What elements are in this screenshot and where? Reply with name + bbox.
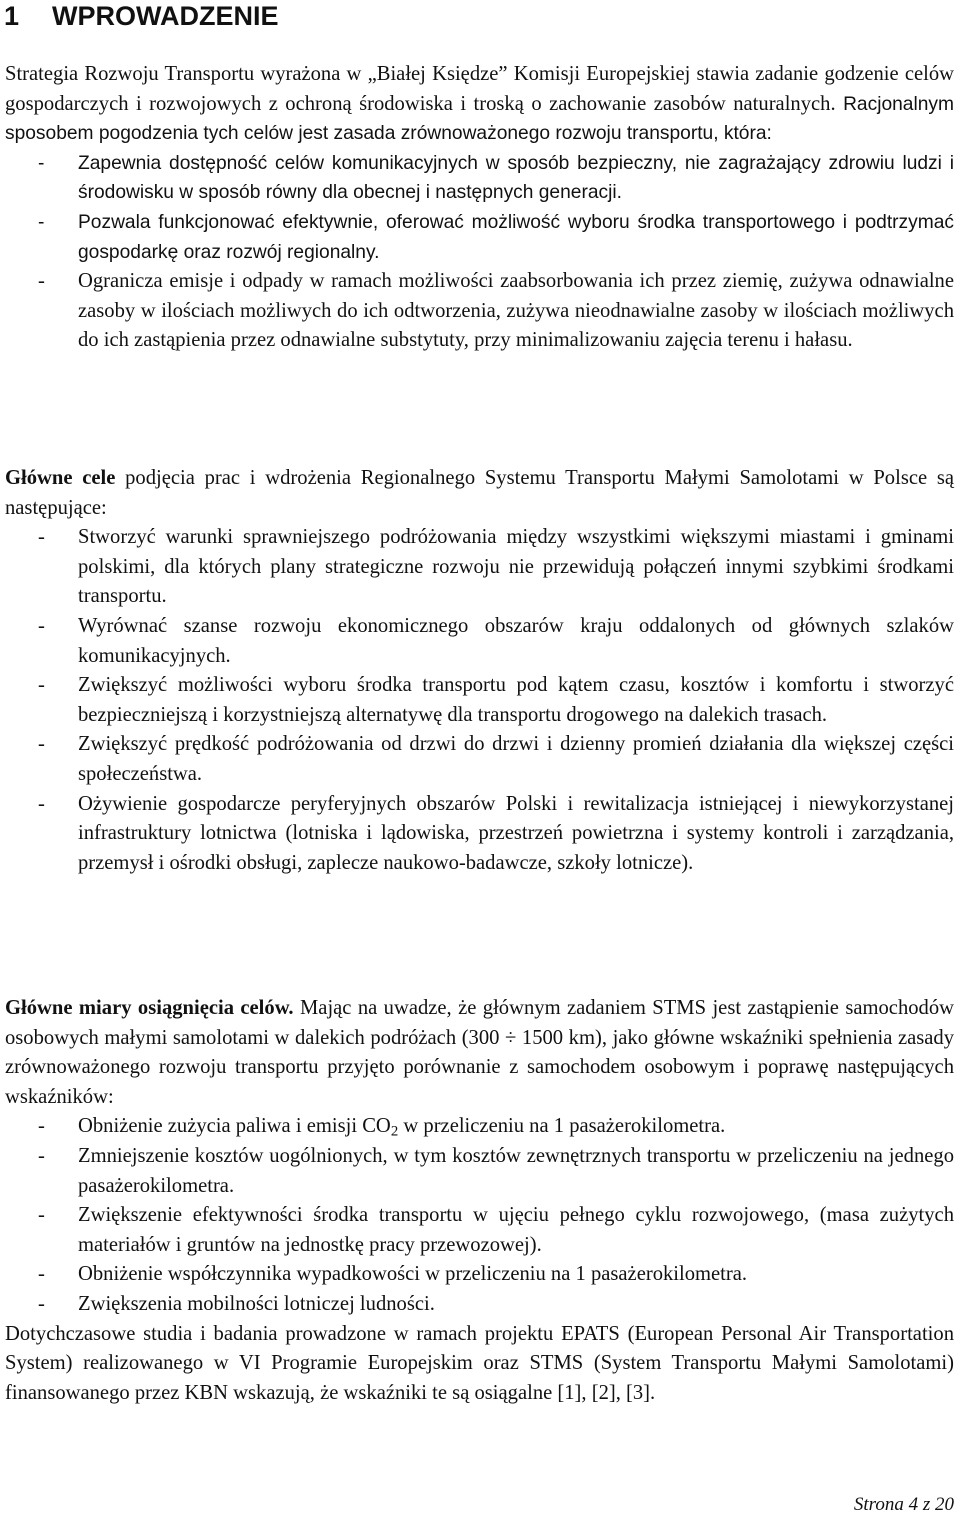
list-item (5, 1260, 954, 1290)
list-item-text: Zwiększenia mobilności lotniczej ludności. (78, 1292, 435, 1315)
list-dash: - (38, 1115, 45, 1138)
footer-label: Strona (853, 1494, 904, 1515)
list-item-text-tail: w przeliczeniu na 1 pasażerokilometra. (398, 1115, 726, 1138)
section-title: WPROWADZENIE (52, 1, 279, 31)
intro-sans-text: Racjonalnym sposobem pogodzenia tych celów jest zasada zrównoważonego rozwoju transportu, która: (5, 93, 954, 145)
list-dash: - (38, 733, 45, 756)
goals-list (5, 523, 954, 878)
list-item (5, 1201, 954, 1260)
goals-intro-text: podjęcia prac i wdrożenia Regionalnego Systemu Transportu Małymi Samolotami w Polsce są następujące: (5, 467, 955, 519)
list-dash: - (38, 1263, 45, 1286)
measures-paragraph (5, 994, 954, 1112)
list-item-text: Wyrównać szanse rozwoju ekonomicznego obszarów kraju oddalonych od głównych szlaków komunikacyjnych. (78, 614, 954, 667)
list-dash: - (38, 1144, 45, 1167)
goals-paragraph (5, 464, 954, 523)
list-dash: - (38, 614, 45, 637)
list-item (5, 1290, 954, 1320)
page-separator: z (922, 1494, 931, 1515)
section-heading (4, 0, 279, 32)
list-dash: - (38, 1204, 45, 1227)
list-item-text: Pozwala funkcjonować efektywnie, oferować możliwość wyboru środka transportowego i podtrzymać gospodarkę oraz rozwój regionalny. (78, 211, 954, 263)
goals-heading: Główne cele (5, 467, 116, 489)
list-item-text: Obniżenie współczynnika wypadkowości w przeliczeniu na 1 pasażerokilometra. (78, 1263, 748, 1286)
list-item-text: Ożywienie gospodarcze peryferyjnych obszarów Polski i rewitalizacja istniejącej i niewykorzystanej infrastruktury lotnictwa (lotniska i lądowiska, przestrzeń powietrzna i systemy kontroli i zarządzania, przemysł i ośrodki obsługi, zaplecze naukowo-badawcze, szkoły lotnicze). (78, 792, 954, 874)
list-dash: - (38, 211, 45, 233)
list-item-text: Stworzyć warunki sprawniejszego podróżowania między wszystkimi większymi miastami i gminami polskimi, dla których plany strategiczne rozwoju nie przewidują połączeń innymi szybkimi środkami transportu. (78, 526, 954, 608)
list-item (5, 1142, 954, 1201)
total-pages: 20 (935, 1494, 954, 1515)
list-dash: - (38, 674, 45, 697)
list-dash: - (38, 152, 45, 174)
measures-list (5, 1112, 954, 1319)
measures-heading: Główne miary osiągnięcia celów. (5, 997, 294, 1019)
list-item (5, 730, 954, 789)
list-item-text: Obniżenie zużycia paliwa i emisji CO (78, 1115, 391, 1138)
list-item-text: Zapewnia dostępność celów komunikacyjnych w sposób bezpieczny, nie zagrażający zdrowiu ludzi i środowisku w sposób równy dla obecnej i następnych generacji. (78, 152, 954, 204)
page-footer (854, 1494, 954, 1516)
list-item-text: Zwiększyć możliwości wyboru środka transportu pod kątem czasu, kosztów i komfortu i stworzyć bezpieczniejszą i korzystniejszą alternatywę dla transportu drogowego na dalekich trasach. (78, 674, 954, 726)
intro-list (5, 149, 954, 356)
current-page: 4 (908, 1494, 919, 1515)
list-item (5, 790, 954, 879)
subscript-two: 2 (390, 1124, 399, 1141)
list-item (5, 612, 954, 671)
list-item-text: Zwiększyć prędkość podróżowania od drzwi do drzwi i dzienny promień działania dla większej części społeczeństwa. (78, 733, 954, 785)
list-dash: - (38, 792, 45, 815)
list-dash: - (38, 1292, 45, 1315)
section-number: 1 (4, 1, 20, 31)
list-item (5, 267, 954, 356)
list-item (5, 208, 954, 267)
measures-intro-text: Mając na uwadze, że głównym zadaniem STMS jest zastąpienie samochodów osobowych małymi samolotami w dalekich podróżach (300 ÷ 1500 km), jako główne wskaźniki spełnienia zasady zrównoważonego rozwoju transportu przyjęto porównanie z samochodem osobowym i poprawę następujących wskaźników: (5, 997, 954, 1108)
list-item (5, 671, 954, 730)
list-item (5, 149, 954, 208)
list-item (5, 1112, 954, 1142)
list-item-text: Zwiększenie efektywności środka transportu w ujęciu pełnego cyklu rozwojowego, (masa zużytych materiałów i gruntów na jednostkę pracy przewozowej). (78, 1204, 954, 1256)
intro-block (5, 60, 954, 356)
intro-serif-text: Strategia Rozwoju Transportu wyrażona w „Białej Księdze” Komisji Europejskiej stawia zadanie godzenie celów gospodarczych i rozwojowych z ochroną środowiska i troską o zachowanie zasobów naturalnych. (5, 63, 954, 115)
list-item (5, 523, 954, 612)
measures-block (5, 994, 954, 1408)
list-item-text: Zmniejszenie kosztów uogólnionych, w tym kosztów zewnętrznych transportu w przeliczeniu na jednego pasażerokilometra. (78, 1144, 954, 1197)
intro-paragraph (5, 60, 954, 149)
list-item-text: Ogranicza emisje i odpady w ramach możliwości zaabsorbowania ich przez ziemię, zużywa odnawialne zasoby w ilościach możliwych do ich odtworzenia, zużywa nieodnawialne zasoby w ilościach możliwych do ich zastąpienia przez odnawialne substytuty, przy minimalizowaniu zajęcia terenu i hałasu. (78, 270, 954, 352)
list-dash: - (38, 270, 45, 293)
list-dash: - (38, 526, 45, 549)
closing-paragraph: Dotychczasowe studia i badania prowadzone w ramach projektu EPATS (European Personal Air Transportation System) realizowanego w VI Programie Europejskim oraz STMS (System Transportu Małymi Samolotami) finansowanego przez KBN wskazują, że wskaźniki te są osiągalne [1], [2], [3]. (5, 1322, 954, 1404)
goals-block (5, 464, 954, 878)
